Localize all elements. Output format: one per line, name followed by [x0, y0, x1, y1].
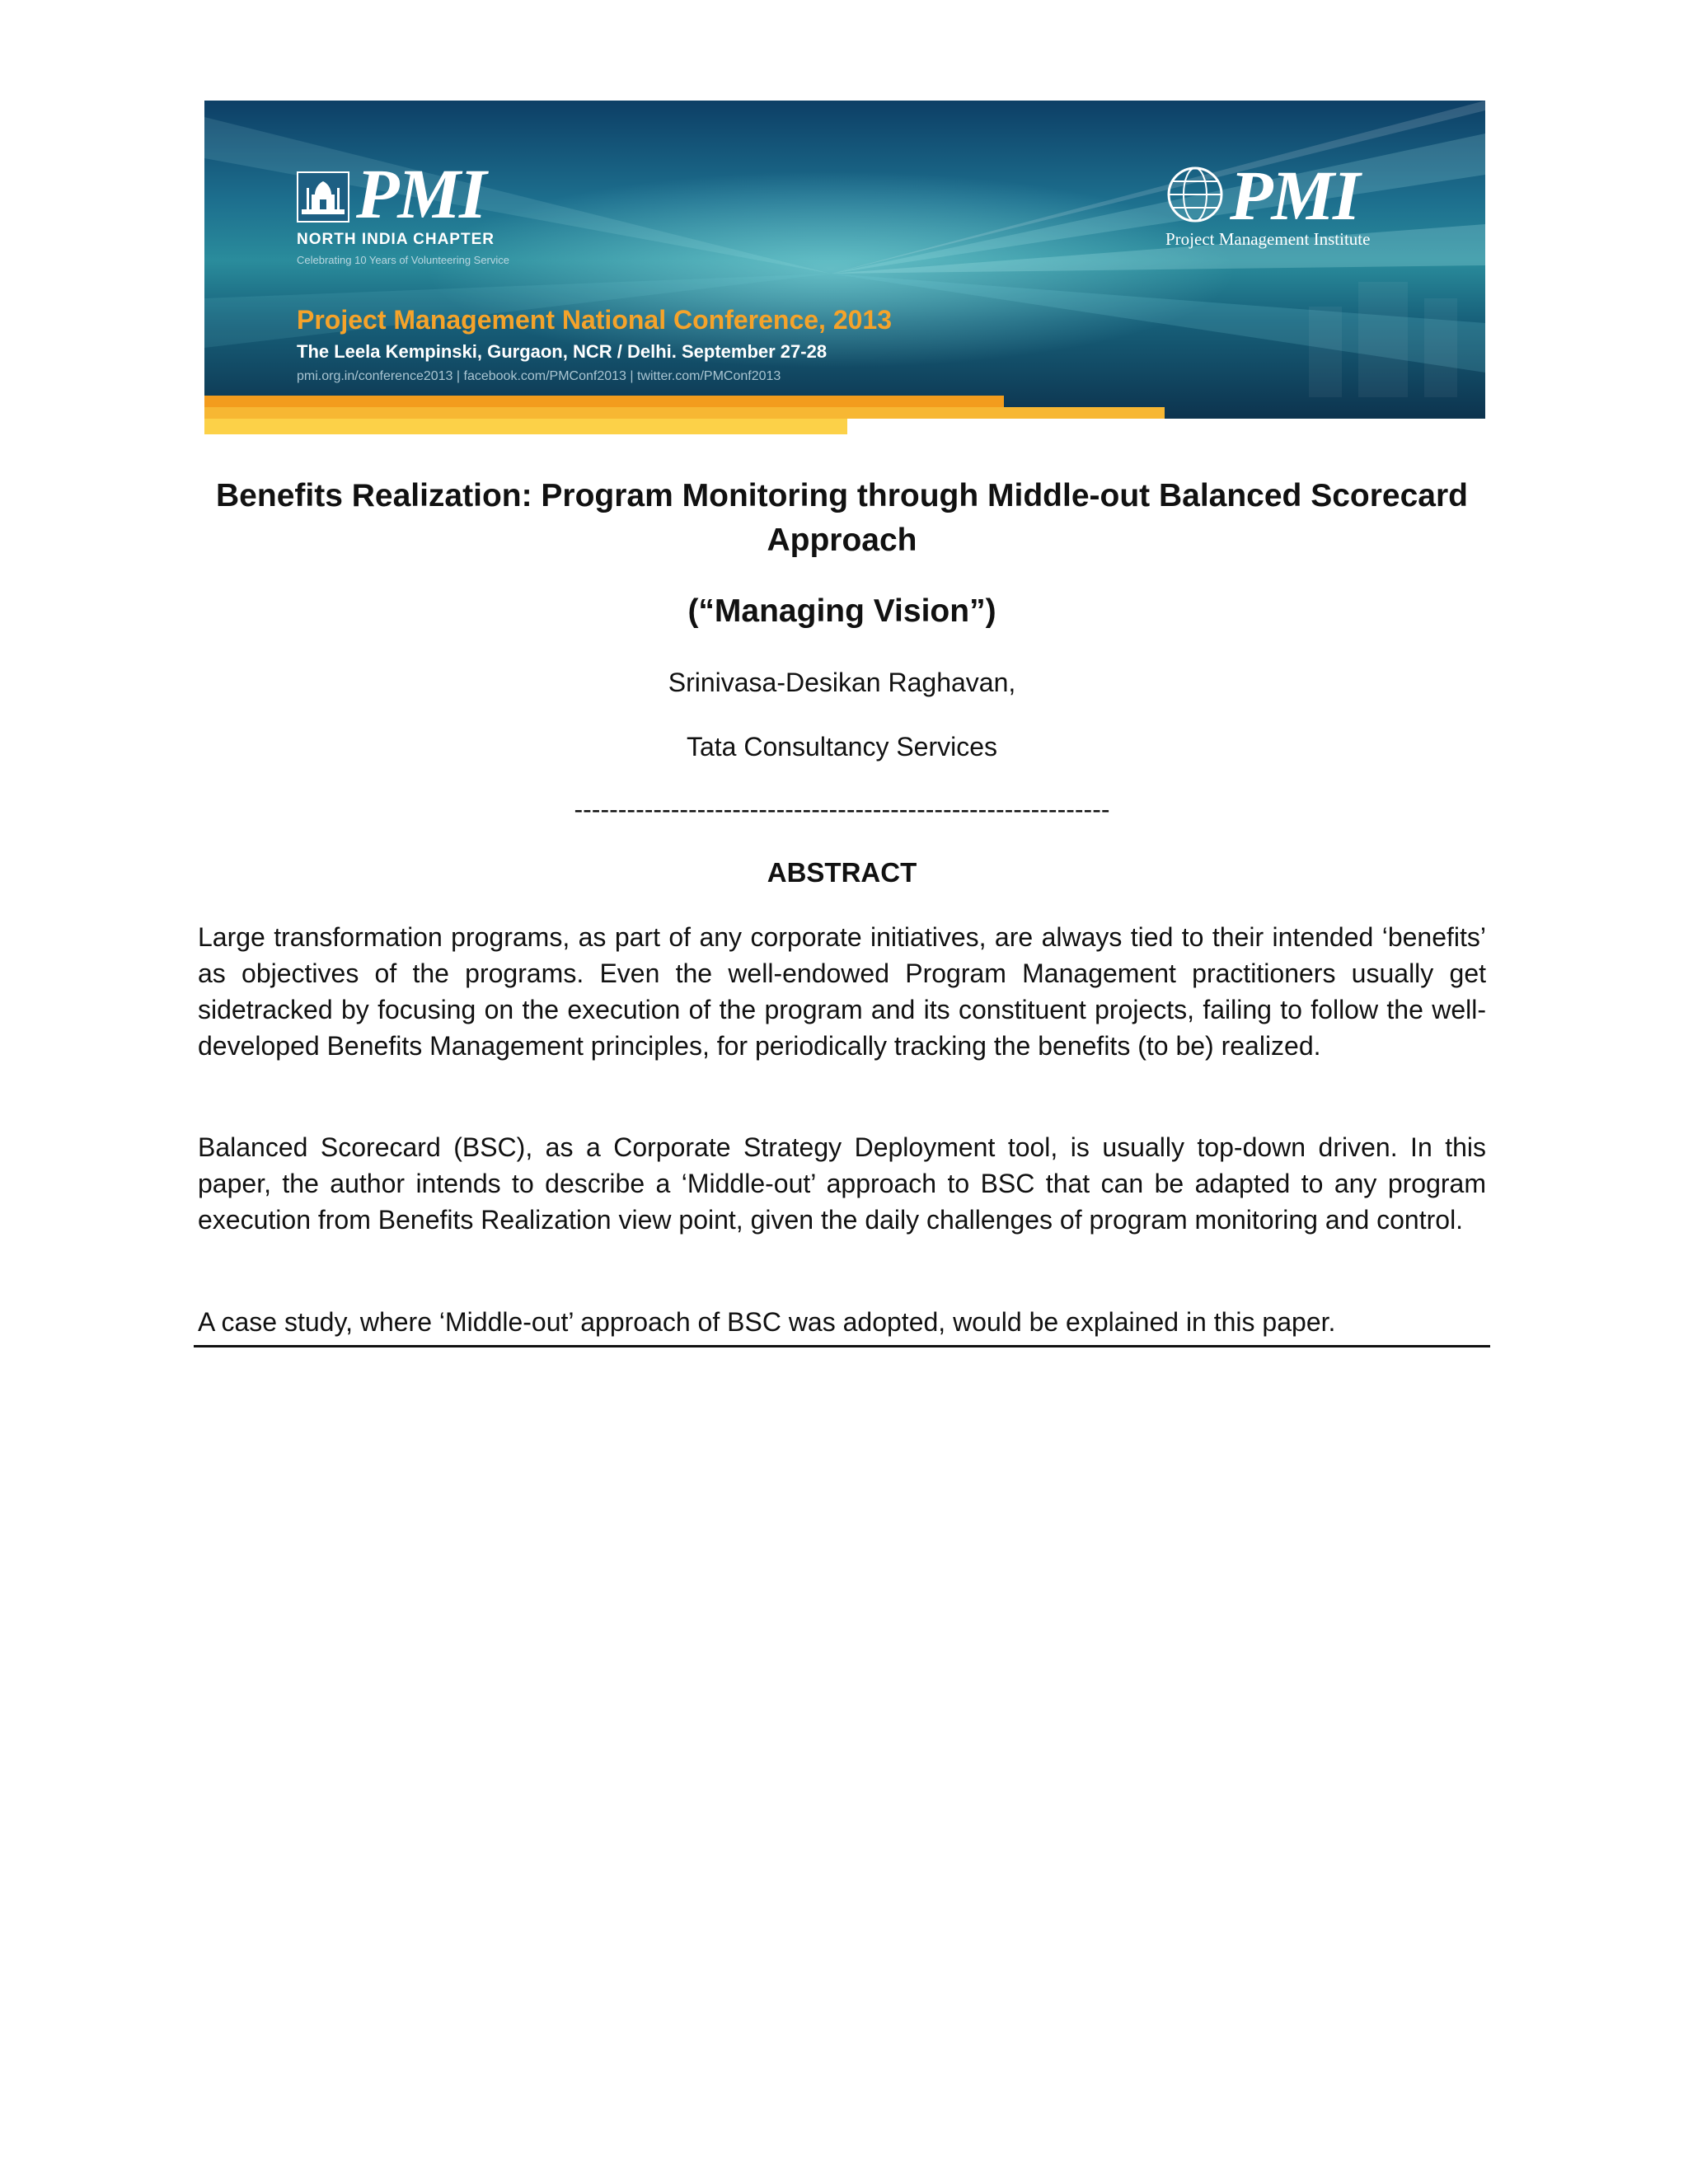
pmi-institute-logo	[1165, 156, 1359, 235]
pmi-north-india-logo	[297, 154, 485, 233]
abstract-heading: ABSTRACT	[767, 857, 917, 888]
banner-light-rays	[204, 101, 1485, 434]
abstract-end-rule	[194, 1345, 1490, 1347]
pmi-logo-left: PMI	[356, 154, 485, 233]
taj-mahal-icon	[297, 171, 349, 223]
globe-icon	[1165, 165, 1225, 224]
author-affiliation: Tata Consultancy Services	[686, 732, 998, 762]
banner-stripe-amber	[204, 407, 1165, 419]
conference-venue: The Leela Kempinski, Gurgaon, NCR / Delhi. September 27-28	[297, 341, 828, 362]
paper-title: Benefits Realization: Program Monitoring through Middle-out Balanced Scorecard Approach	[216, 478, 1468, 558]
conference-links: pmi.org.in/conference2013 | facebook.com/PMConf2013 | twitter.com/PMConf2013	[297, 369, 781, 383]
separator-line: -------------------------------------------------------------	[574, 794, 1110, 824]
abstract-paragraph: Balanced Scorecard (BSC), as a Corporate Strategy Deployment tool, is usually top-down driven. In this paper, the author intends to describe a ‘Middle-out’ approach to BSC that can be adapted to any program execution from Benefits Realization view point, given the daily challenges of program monitoring and control.	[198, 1132, 1486, 1235]
author-name: Srinivasa-Desikan Raghavan,	[668, 668, 1016, 697]
abstract-paragraph: Large transformation programs, as part of any corporate initiatives, are always tied to their intended ‘benefits’ as objectives of the programs. Even the well-endowed Program Management practitioners usually get sidetracked by focusing on the execution of the program and its constituent projects, failing to follow the well-developed Benefits Management principles, for periodically tracking the benefits (to be) realized.	[198, 922, 1486, 1061]
pmi-institute-name: Project Management Institute	[1165, 229, 1371, 249]
banner-stripe-yellow	[204, 419, 847, 434]
abstract-paragraph: A case study, where ‘Middle-out’ approach of BSC was adopted, would be explained in this paper.	[198, 1307, 1336, 1337]
pmi-logo-right: PMI	[1230, 156, 1359, 235]
chapter-tagline: Celebrating 10 Years of Volunteering Service	[297, 254, 510, 266]
paper-subtitle: (“Managing Vision”)	[687, 593, 996, 629]
conference-banner	[204, 101, 1485, 434]
conference-title: Project Management National Conference, 2013	[297, 305, 892, 335]
chapter-name: NORTH INDIA CHAPTER	[297, 231, 495, 248]
banner-stripe-orange	[204, 396, 1004, 407]
